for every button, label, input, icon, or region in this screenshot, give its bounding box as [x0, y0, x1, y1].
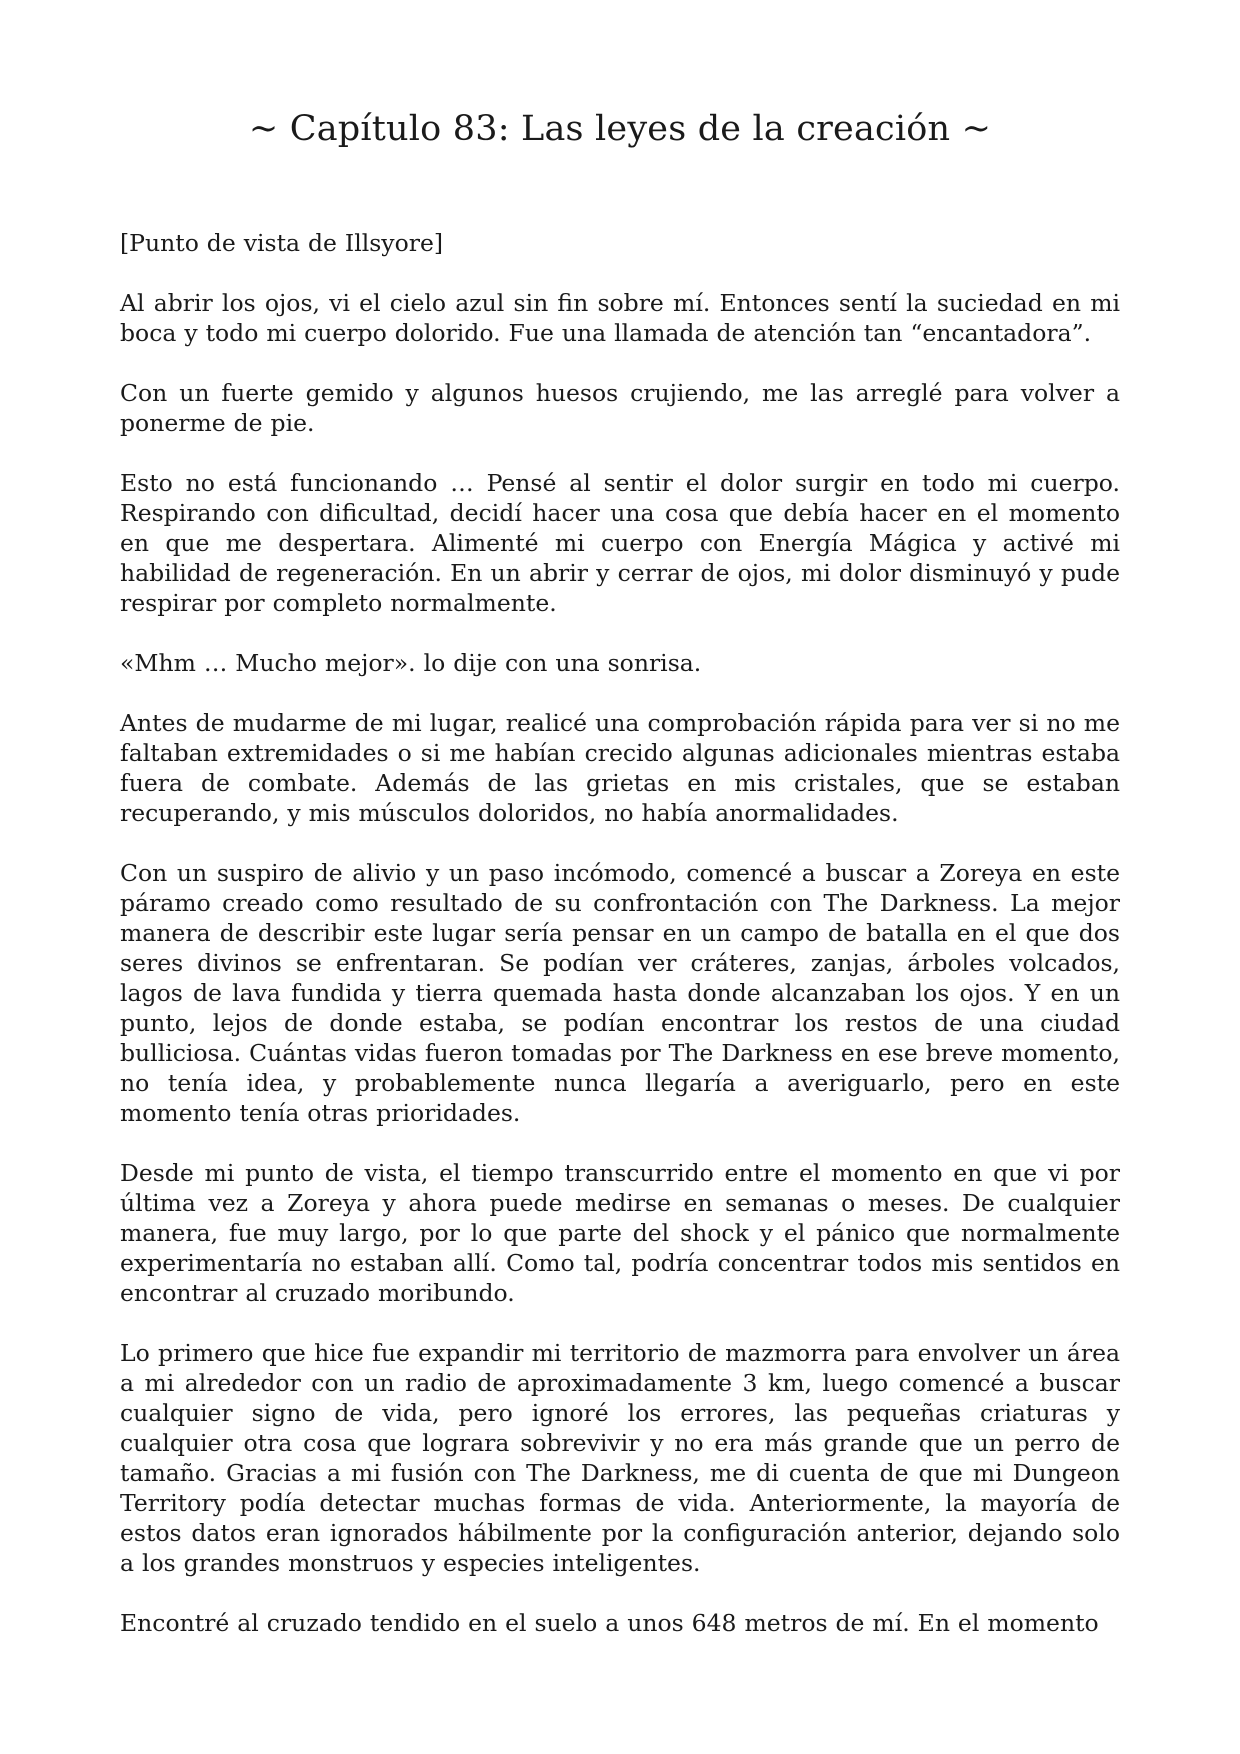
chapter-body [120, 228, 1120, 1638]
paragraph: Encontré al cruzado tendido en el suelo a unos 648 metros de mí. En el momento [120, 1609, 1099, 1637]
paragraph: Con un suspiro de alivio y un paso incómodo, comencé a buscar a Zoreya en este páramo creado como resultado de su confrontación con The Darkness. La mejor manera de describir este lugar sería pensar en un campo de batalla en el que dos seres divinos se enfrentaran. Se podían ver cráteres, zanjas, árboles volcados, lagos de lava fundida y tierra quemada hasta donde alcanzaban los ojos. Y en un punto, lejos de donde estaba, se podían encontrar los restos de una ciudad bulliciosa. Cuántas vidas fueron tomadas por The Darkness en ese breve momento, no tenía idea, y probablemente nunca llegaría a averiguarlo, pero en este momento tenía otras prioridades. [120, 859, 1120, 1127]
paragraph: Con un fuerte gemido y algunos huesos crujiendo, me las arreglé para volver a ponerme de pie. [120, 379, 1120, 437]
paragraph: Lo primero que hice fue expandir mi territorio de mazmorra para envolver un área a mi alrededor con un radio de aproximadamente 3 km, luego comencé a buscar cualquier signo de vida, pero ignoré los errores, las pequeñas criaturas y cualquier otra cosa que lograra sobrevivir y no era más grande que un perro de tamaño. Gracias a mi fusión con The Darkness, me di cuenta de que mi Dungeon Territory podía detectar muchas formas de vida. Anteriormente, la mayoría de estos datos eran ignorados hábilmente por la configuración anterior, dejando solo a los grandes monstruos y especies inteligentes. [120, 1339, 1120, 1577]
paragraph: Desde mi punto de vista, el tiempo transcurrido entre el momento en que vi por última vez a Zoreya y ahora puede medirse en semanas o meses. De cualquier manera, fue muy largo, por lo que parte del shock y el pánico que normalmente experimentaría no estaban allí. Como tal, podría concentrar todos mis sentidos en encontrar al cruzado moribundo. [120, 1159, 1120, 1307]
paragraph: «Mhm … Mucho mejor». lo dije con una sonrisa. [120, 649, 702, 677]
chapter-title: ~ Capítulo 83: Las leyes de la creación ~ [248, 109, 992, 149]
paragraph: Antes de mudarme de mi lugar, realicé una comprobación rápida para ver si no me faltaban extremidades o si me habían crecido algunas adicionales mientras estaba fuera de combate. Además de las grietas en mis cristales, que se estaban recuperando, y mis músculos doloridos, no había anormalidades. [120, 709, 1120, 827]
paragraph: Al abrir los ojos, vi el cielo azul sin fin sobre mí. Entonces sentí la suciedad en mi boca y todo mi cuerpo dolorido. Fue una llamada de atención tan “encantadora”. [120, 289, 1120, 347]
document-page [120, 104, 1120, 1668]
paragraph-pov-label: [Punto de vista de Illsyore] [120, 229, 444, 257]
paragraph: Esto no está funcionando … Pensé al sentir el dolor surgir en todo mi cuerpo. Respirando con dificultad, decidí hacer una cosa que debía hacer en el momento en que me despertara. Alimenté mi cuerpo con Energía Mágica y activé mi habilidad de regeneración. En un abrir y cerrar de ojos, mi dolor disminuyó y pude respirar por completo normalmente. [120, 469, 1120, 617]
